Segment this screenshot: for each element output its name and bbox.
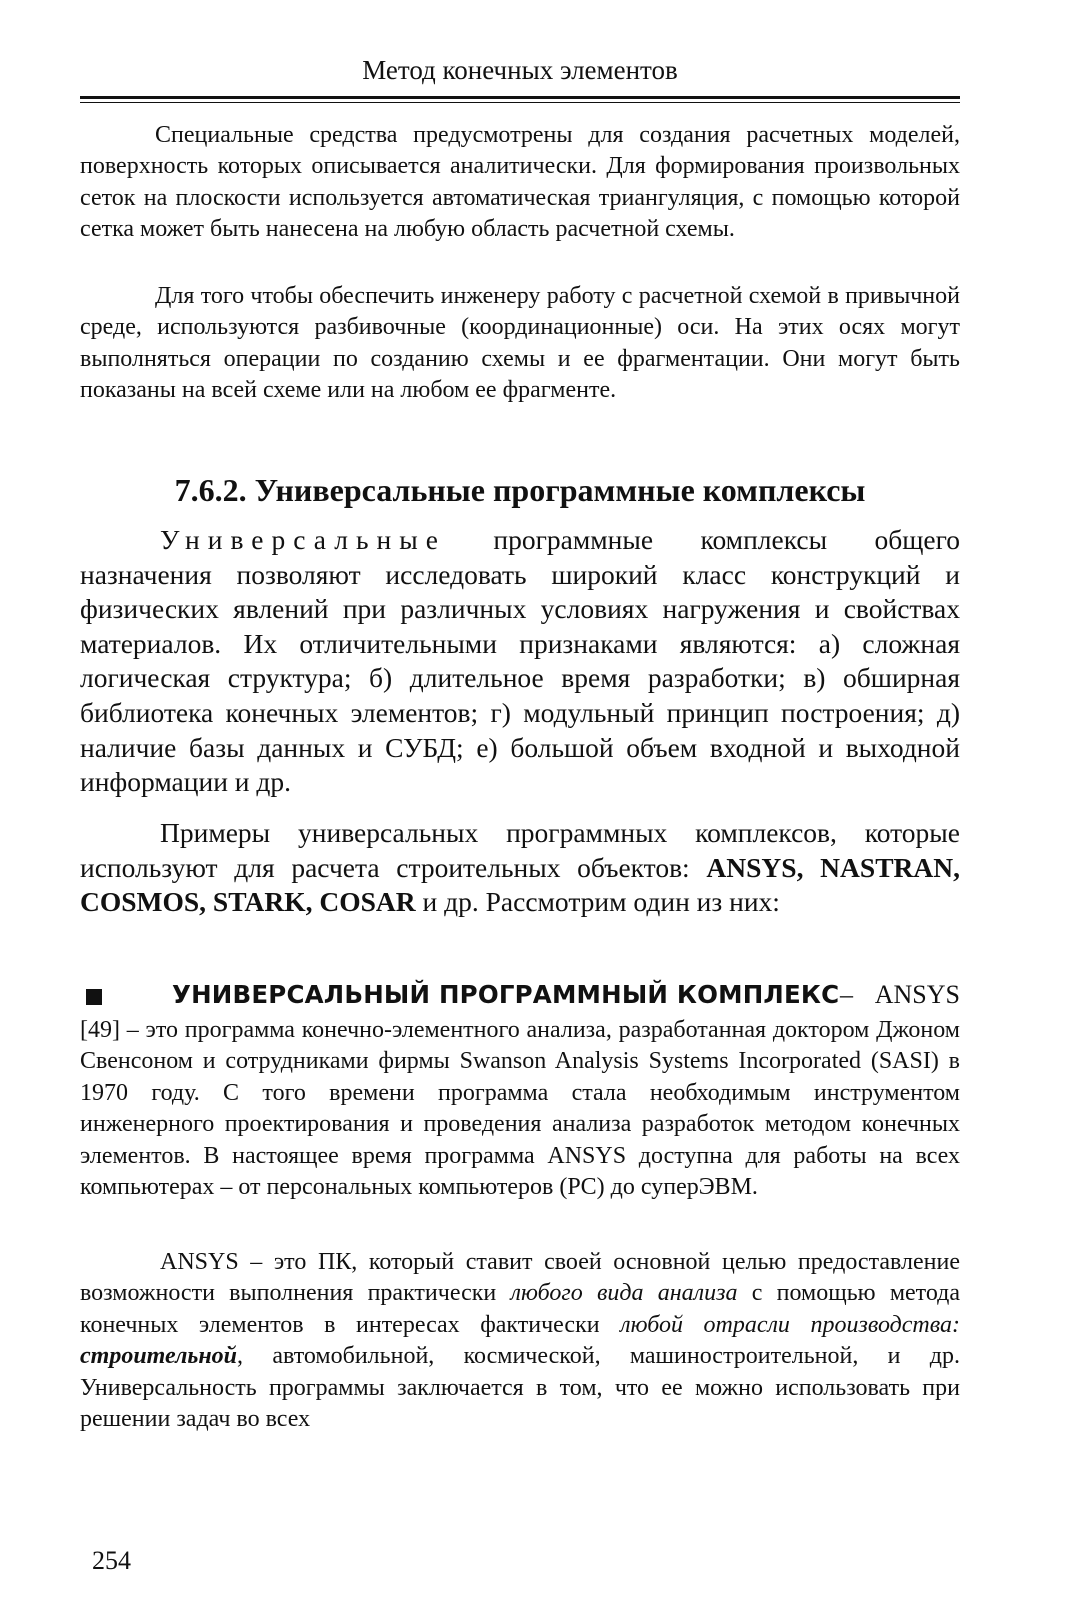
paragraph-text: Примеры универсальных программных комплексов, которые используют для расчета строительных объектов: xyxy=(80,817,960,883)
paragraph-special-tools: Специальные средства предусмотрены для создания расчетных моделей, поверхность которых описывается аналитически. Для формирования произвольных сеток на плоскости используется автоматическая триангуляция, с помощью которой сетка может быть нанесена на любую область расчетной схемы. xyxy=(80,122,960,243)
italic-text: любой отрасли производства: xyxy=(620,1311,960,1338)
paragraph-text: , автомобильной, космической, машиностроительной, и др. Универсальность программы заключается в том, что ее можно использовать при решении задач во всех xyxy=(80,1343,960,1433)
bullet-heading xyxy=(80,976,960,1016)
bullet-program-name: ANSYS xyxy=(874,980,960,1009)
paragraph-text: программные комплексы общего назначения позволяют исследовать широкий класс конструкций и физических явлений при различных условиях нагружения и свойствах материалов. Их отличительными признаками являются: а) сложная логическая структура; б) длительное время разработки; в) обширная библиотека конечных элементов; г) модульный принцип построения; д) наличие базы данных и СУБД; е) большой объем входной и выходной информации и др. xyxy=(80,524,960,798)
spaced-word: Универсальные xyxy=(160,524,446,555)
book-page xyxy=(80,0,980,1600)
paragraph-universal-complexes xyxy=(80,523,960,800)
program-names: ANSYS, NASTRAN, COSMOS, STARK, COSAR xyxy=(80,851,960,918)
bullet-separator: – xyxy=(840,980,853,1009)
header-rule-thick xyxy=(80,96,960,99)
page-number: 254 xyxy=(92,1546,131,1575)
section-heading: 7.6.2. Универсальные программные комплексы xyxy=(174,472,866,508)
paragraph-axes: Для того чтобы обеспечить инженеру работу с расчетной схемой в привычной среде, используются разбивочные (координационные) оси. На этих осях могут выполняться операции по созданию схемы и ее фрагментации. Они могут быть показаны на всей схеме или на любом ее фрагменте. xyxy=(80,283,960,404)
paragraph-examples xyxy=(80,816,960,920)
paragraph-text: с помощью метода конечных элементов в интересах фактически xyxy=(80,1280,960,1338)
bold-italic-text: строительной xyxy=(80,1343,238,1370)
paragraph-ansys-goal xyxy=(80,1247,960,1435)
italic-text: любого вида анализа xyxy=(510,1280,738,1307)
bullet-title: УНИВЕРСАЛЬНЫЙ ПРОГРАММНЫЙ КОМПЛЕКС xyxy=(172,980,840,1009)
square-bullet-icon xyxy=(86,989,102,1005)
header-rule-thin xyxy=(80,102,960,103)
paragraph-ansys-history: [49] – это программа конечно-элементного анализа, разработанная доктором Джоном Свенсоном и сотрудниками фирмы Swanson Analysis Systems Incorporated (SASI) в 1970 году. С того времени программа стала необходимым инструментом инженерного проектирования и проведения анализа разработок методом конечных элементов. В настоящее время программа ANSYS доступна для работы на всех компьютерах – от персональных компьютеров (PC) до суперЭВМ. xyxy=(80,1017,960,1201)
running-header: Метод конечных элементов xyxy=(362,55,678,85)
paragraph-text: и др. Рассмотрим один из них: xyxy=(415,886,780,918)
paragraph-text: ANSYS – это ПК, который ставит своей основной целью предоставление возможности выполнения практически xyxy=(80,1249,960,1307)
